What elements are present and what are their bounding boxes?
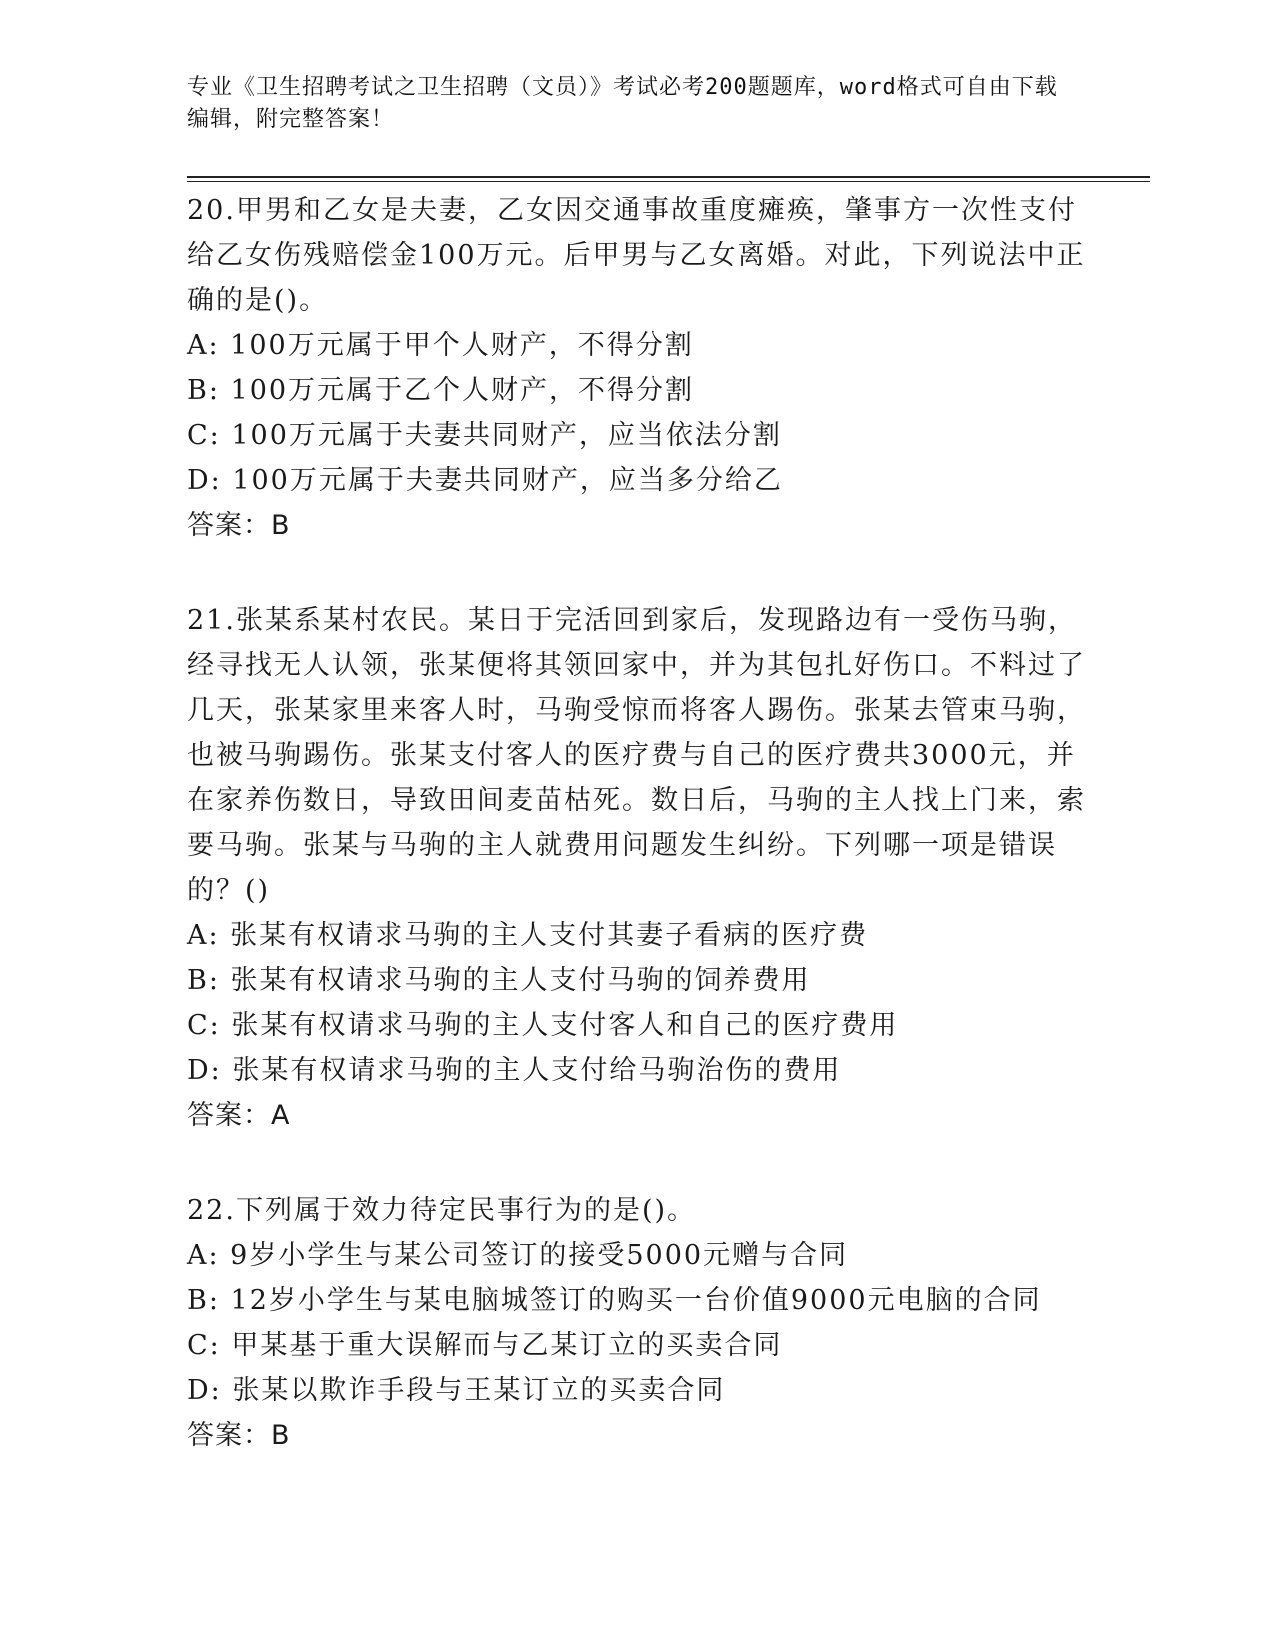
option-c: C: 100万元属于夫妻共同财产，应当依法分割 — [187, 420, 782, 451]
option-b: B: 张某有权请求马驹的主人支付马驹的饲养费用 — [187, 965, 811, 996]
option-d: D: 张某有权请求马驹的主人支付给马驹治伤的费用 — [187, 1055, 842, 1086]
option-a: A: 张某有权请求马驹的主人支付其妻子看病的医疗费 — [187, 920, 869, 951]
answer: 答案：A — [187, 1100, 291, 1131]
question-stem: 22.下列属于效力待定民事行为的是()。 — [187, 1195, 697, 1226]
question-stem: 20.甲男和乙女是夫妻，乙女因交通事故重度瘫痪，肇事方一次性支付给乙女伤残赔偿金100万元。后甲男与乙女离婚。对此，下列说法中正确的是()。 — [187, 195, 1086, 316]
option-a: A: 9岁小学生与某公司签订的接受5000元赠与合同 — [187, 1240, 849, 1271]
option-d: D: 100万元属于夫妻共同财产，应当多分给乙 — [187, 465, 783, 496]
answer: 答案：B — [187, 1420, 291, 1451]
option-b: B: 12岁小学生与某电脑城签订的购买一台价值9000元电脑的合同 — [187, 1285, 1042, 1316]
option-d: D: 张某以欺诈手段与王某订立的买卖合同 — [187, 1375, 726, 1406]
page-header: 专业《卫生招聘考试之卫生招聘（文员）》考试必考200题题库，word格式可自由下载编辑，附完整答案！ — [187, 75, 1058, 132]
question-22 — [187, 1188, 1087, 1458]
option-c: C: 甲某基于重大误解而与乙某订立的买卖合同 — [187, 1330, 783, 1361]
question-21 — [187, 598, 1087, 1138]
header-divider-thin — [187, 181, 1150, 182]
option-c: C: 张某有权请求马驹的主人支付客人和自己的医疗费用 — [187, 1010, 899, 1041]
answer: 答案：B — [187, 510, 291, 541]
option-b: B: 100万元属于乙个人财产，不得分割 — [187, 375, 695, 406]
option-a: A: 100万元属于甲个人财产，不得分割 — [187, 330, 694, 361]
header-divider-thick — [187, 176, 1150, 178]
question-stem: 21.张某系某村农民。某日于完活回到家后，发现路边有一受伤马驹，经寻找无人认领，张某便将其领回家中，并为其包扎好伤口。不料过了几天，张某家里来客人时，马驹受惊而将客人踢伤。张某去管束马驹，也被马驹踢伤。张某支付客人的医疗费与自己的医疗费共3000元，并在家养伤数日，导致田间麦苗枯死。数日后，马驹的主人找上门来，索要马驹。张某与马驹的主人就费用问题发生纠纷。下列哪一项是错误的？() — [187, 605, 1086, 906]
question-list — [187, 188, 1087, 1508]
question-20 — [187, 188, 1087, 548]
